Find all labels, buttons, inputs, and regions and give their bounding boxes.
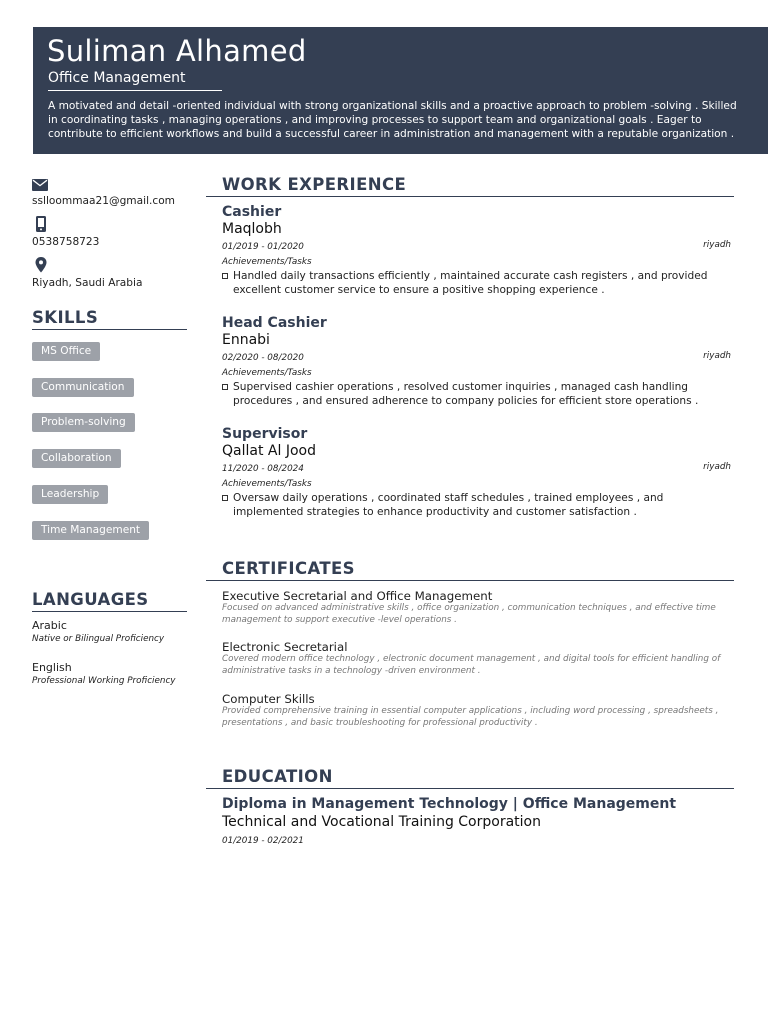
certificate-description: Focused on advanced administrative skills , office organization , communication techniques , and effective time management to support executive -level operations . — [222, 603, 716, 625]
job-location: riyadh — [703, 351, 731, 361]
location-pin-icon — [32, 257, 52, 273]
education-entry — [222, 796, 734, 848]
achievements-label: Achievements/Tasks — [222, 368, 312, 378]
job-location: riyadh — [703, 240, 731, 250]
job-dates: 01/2019 - 01/2020 — [222, 242, 304, 252]
skill-tag: Time Management — [32, 521, 149, 540]
contact-email-text[interactable]: sslloommaa21@gmail.com — [32, 195, 176, 207]
certificates-heading: CERTIFICATES — [206, 559, 734, 581]
job-bullet-text: Handled daily transactions efficiently , maintained accurate cash registers , and provided excellent customer service to ensure a positive shopping experience . — [233, 270, 708, 296]
achievements-label: Achievements/Tasks — [222, 479, 312, 489]
skill-tag: Problem-solving — [32, 413, 135, 432]
job-entry — [222, 426, 734, 519]
resume-header — [33, 27, 768, 154]
bullet-square-icon — [222, 495, 228, 501]
phone-icon — [32, 216, 52, 232]
language-item — [32, 619, 192, 645]
certificate-description: Provided comprehensive training in essential computer applications , including word processing , spreadsheets , presentations , and basic troubleshooting for professional productivity . — [222, 706, 719, 728]
summary-text: A motivated and detail -oriented individual with strong organizational skills and a proactive approach to problem -solving . Skilled in coordinating tasks , managing operations , and improving processes to support team and organizational goals . Eager to contribute to efficient workflows and build a successful career in administration and management with a reputable organization . — [48, 100, 737, 140]
job-role: Supervisor — [222, 426, 308, 442]
certificate-name: Executive Secretarial and Office Management — [222, 589, 493, 603]
candidate-name: Suliman Alhamed — [47, 34, 307, 68]
job-role: Head Cashier — [222, 315, 327, 331]
language-name: Arabic — [32, 619, 67, 632]
language-item — [32, 661, 192, 687]
job-company: Qallat Al Jood — [222, 443, 316, 459]
job-location: riyadh — [703, 462, 731, 472]
education-dates: 01/2019 - 02/2021 — [222, 836, 304, 846]
languages-heading: LANGUAGES — [32, 590, 187, 612]
language-level: Professional Working Proficiency — [32, 676, 176, 686]
contact-phone-text[interactable]: 0538758723 — [32, 236, 100, 248]
certificate-description: Covered modern office technology , electronic document management , and digital tools for efficient handling of administrative tasks in a technology -driven environment . — [222, 654, 721, 676]
certificate-item — [222, 692, 734, 729]
job-entry — [222, 204, 734, 297]
skill-tag: Communication — [32, 378, 134, 397]
job-bullet — [222, 380, 733, 408]
education-school: Technical and Vocational Training Corporation — [222, 814, 541, 830]
certificate-item — [222, 640, 734, 677]
bullet-square-icon — [222, 273, 228, 279]
job-bullet-text: Supervised cashier operations , resolved customer inquiries , managed cash handling procedures , and ensured adherence to company policies for efficient store operations . — [233, 381, 699, 407]
education-heading: EDUCATION — [206, 767, 734, 789]
skill-tag: MS Office — [32, 342, 100, 361]
job-dates: 11/2020 - 08/2024 — [222, 464, 304, 474]
contact-location-text: Riyadh, Saudi Arabia — [32, 277, 143, 289]
certificate-name: Computer Skills — [222, 692, 315, 706]
job-company: Ennabi — [222, 332, 270, 348]
certificate-name: Electronic Secretarial — [222, 640, 348, 654]
skill-tag: Leadership — [32, 485, 108, 504]
work-experience-heading: WORK EXPERIENCE — [206, 175, 734, 197]
certificate-item — [222, 589, 734, 626]
candidate-title: Office Management — [48, 69, 222, 91]
job-bullet-text: Oversaw daily operations , coordinated staff schedules , trained employees , and implemented strategies to enhance productivity and customer satisfaction . — [233, 492, 664, 518]
job-role: Cashier — [222, 204, 282, 220]
language-level: Native or Bilingual Proficiency — [32, 634, 165, 644]
skill-tag: Collaboration — [32, 449, 121, 468]
job-bullet — [222, 269, 733, 297]
envelope-icon — [32, 176, 52, 192]
job-dates: 02/2020 - 08/2020 — [222, 353, 304, 363]
job-entry — [222, 315, 734, 408]
job-bullet — [222, 491, 733, 519]
skills-heading: SKILLS — [32, 308, 187, 330]
bullet-square-icon — [222, 384, 228, 390]
language-name: English — [32, 661, 72, 674]
job-company: Maqlobh — [222, 221, 282, 237]
achievements-label: Achievements/Tasks — [222, 257, 312, 267]
education-degree: Diploma in Management Technology | Office Management — [222, 796, 677, 812]
